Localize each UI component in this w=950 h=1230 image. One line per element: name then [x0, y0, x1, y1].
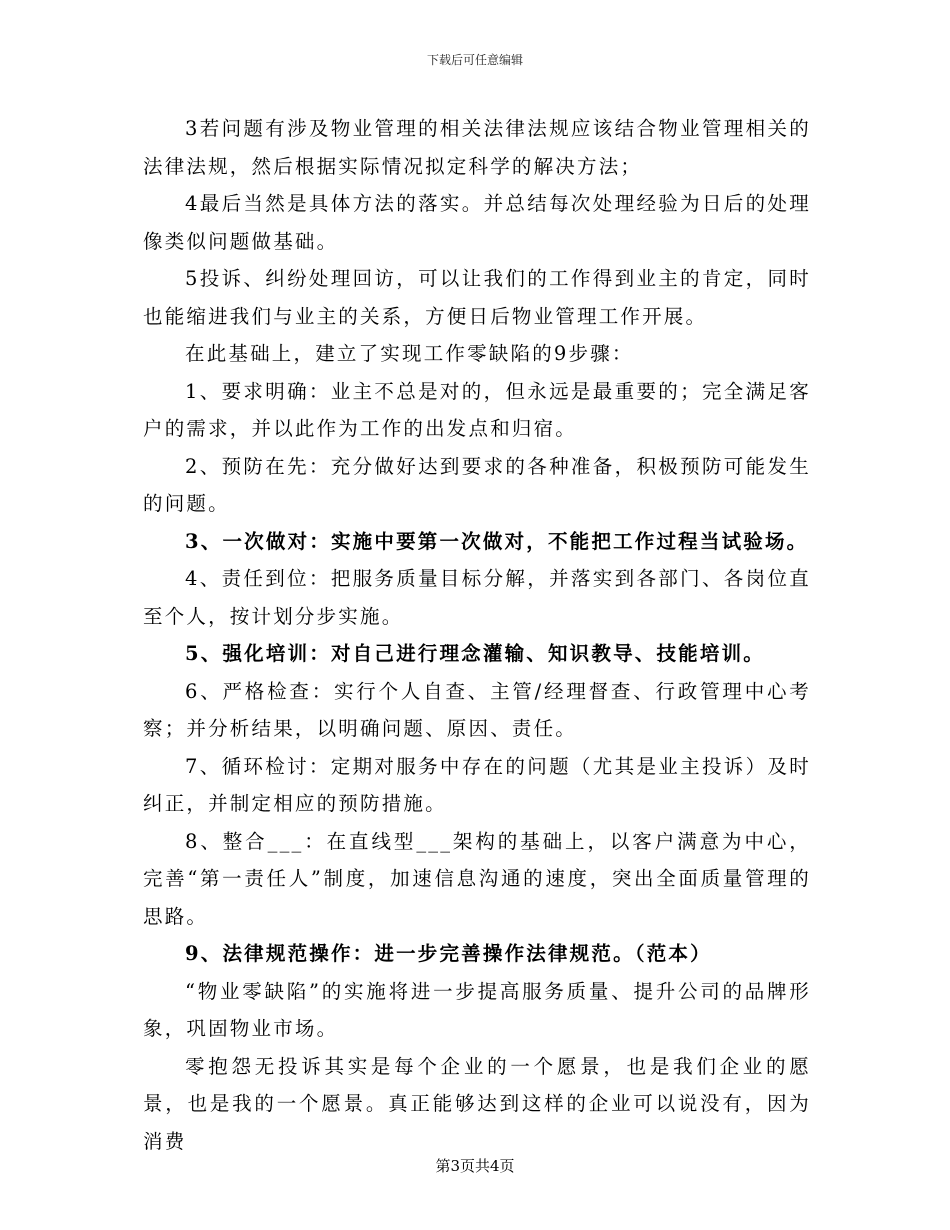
- paragraph-11: 7、循环检讨：定期对服务中存在的问题（尤其是业主投诉）及时纠正，并制定相应的预防措施。: [143, 754, 811, 815]
- paragraph-9: 5、强化培训：对自己进行理念灌输、知识教导、技能培训。: [185, 642, 765, 665]
- page-footer: 第3页共4页: [435, 1157, 515, 1175]
- paragraph-15: 零抱怨无投诉其实是每个企业的一个愿景，也是我们企业的愿景，也是我的一个愿景。真正能够达到这样的企业可以说没有，因为消费: [143, 1054, 811, 1153]
- paragraph-7: 3、一次做对：实施中要第一次做对，不能把工作过程当试验场。: [185, 529, 809, 553]
- paragraph-12: 8、整合___：在直线型___架构的基础上，以客户满意为中心，完善“第一责任人”制度，加速信息沟通的速度，突出全面质量管理的思路。: [143, 829, 811, 928]
- paragraph-6: 2、预防在先：充分做好达到要求的各种准备，积极预防可能发生的问题。: [143, 454, 811, 515]
- paragraph-4: 在此基础上，建立了实现工作零缺陷的9步骤：: [185, 342, 634, 365]
- paragraph-2: 4最后当然是具体方法的落实。并总结每次处理经验为日后的处理像类似问题做基础。: [143, 192, 811, 253]
- paragraph-1: 3若问题有涉及物业管理的相关法律法规应该结合物业管理相关的法律法规，然后根据实际情况拟定科学的解决方法；: [143, 117, 811, 178]
- paragraph-8: 4、责任到位：把服务质量目标分解，并落实到各部门、各岗位直至个人，按计划分步实施。: [143, 567, 811, 628]
- page-header: 下载后可任意编辑: [426, 53, 523, 67]
- paragraph-14: “物业零缺陷”的实施将进一步提高服务质量、提升公司的品牌形象，巩固物业市场。: [143, 979, 811, 1040]
- paragraph-5: 1、要求明确：业主不总是对的，但永远是最重要的；完全满足客户的需求，并以此作为工作的出发点和归宿。: [143, 379, 811, 440]
- document-body: [143, 110, 811, 1160]
- paragraph-3: 5投诉、纠纷处理回访，可以让我们的工作得到业主的肯定，同时也能缩进我们与业主的关系，方便日后物业管理工作开展。: [143, 267, 811, 328]
- paragraph-13: 9、法律规范操作：进一步完善操作法律规范。（范本）: [185, 942, 712, 965]
- paragraph-10: 6、严格检查：实行个人自查、主管/经理督查、行政管理中心考察；并分析结果，以明确问题、原因、责任。: [143, 679, 811, 740]
